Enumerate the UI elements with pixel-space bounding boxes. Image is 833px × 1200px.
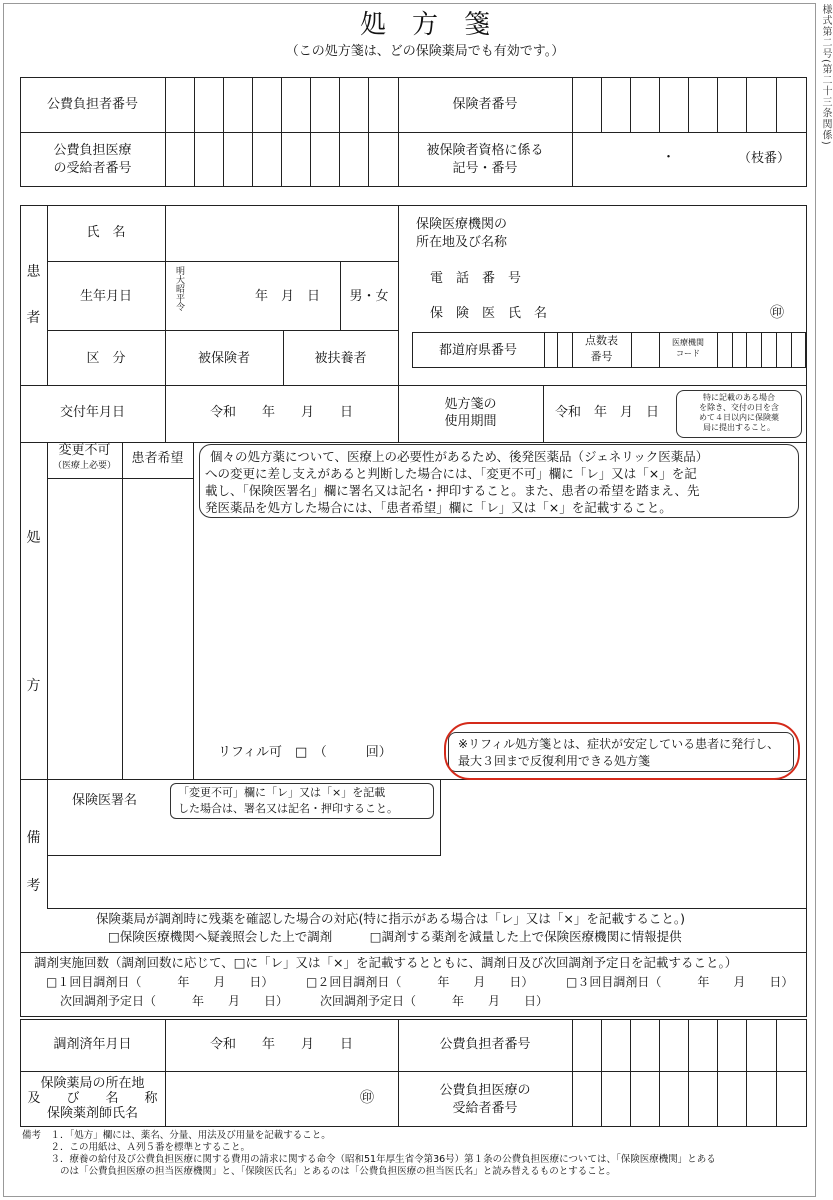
remarks-label-1: 備: [26, 830, 41, 846]
refill-highlight-circle: [444, 722, 800, 780]
dispensed-date-label: 調剤済年月日: [53, 1037, 132, 1052]
issue-date-value[interactable]: 令和 年 月 日: [209, 405, 353, 420]
patient-wish-label: 患者希望: [131, 451, 184, 466]
recipient-label-1: 公費負担医療: [53, 143, 132, 158]
residual-drug-heading: 保険薬局が調剤時に残薬を確認した場合の対応(特に指示がある場合は「レ」又は「×」を記載すること。): [96, 911, 685, 926]
prescription-label-2: 方: [26, 678, 41, 694]
generic-notice-4: 発医薬品を処方した場合には、「患者希望」欄に「レ」又は「×」を記載すること。: [205, 500, 672, 515]
insurer-number-label: 保険者番号: [452, 97, 518, 112]
no-change-sub: （医療上必要）: [52, 461, 116, 471]
doctor-name-label: 保 険 医 氏 名: [430, 306, 548, 321]
doctor-sign-label: 保険医署名: [72, 793, 138, 808]
qualification-label-2: 記号・番号: [452, 161, 518, 176]
refill-note-2: 最大３回まで反復利用できる処方箋: [458, 754, 651, 768]
footnote-4: のは「公費負担医療の担当医療機関」と、「保険医氏名」とあるのは「公費負担医療の担当医氏名」と読み替えるものとすること。: [22, 1166, 616, 1177]
prescription-label-1: 処: [26, 530, 41, 546]
generic-notice-2: への変更に差し支えがあると判断した場合には、「変更不可」欄に「レ」又は「×」を記: [205, 466, 697, 481]
birth-ymd: 年 月 日: [255, 289, 321, 304]
form-title: 処 方 箋: [359, 10, 490, 40]
era-list: 明大昭平令: [174, 266, 184, 311]
sign-note-2: した場合は、署名又は記名・押印すること。: [178, 802, 398, 815]
patient-section-label-1: 患: [26, 264, 41, 280]
institution-address-label-2: 所在地及び名称: [416, 235, 508, 250]
dispensed-date-value[interactable]: 令和 年 月 日: [209, 1037, 353, 1052]
dispense-date-1[interactable]: □１回目調剤日（ 年 月 日）: [46, 975, 274, 989]
prefecture-number-label: 都道府県番号: [438, 343, 517, 358]
validity-label-1: 処方箋の: [444, 397, 497, 412]
bottom-payer-label: 公費負担者番号: [439, 1037, 531, 1052]
generic-notice-1: 個々の処方薬について、医療上の必要性があるため、後発医薬品（ジェネリック医薬品）: [210, 449, 709, 464]
dispensing-count-heading: 調剤実施回数（調剤回数に応じて、□に「レ」又は「×」を記載するとともに、調剤日及び次回調剤予定日を記載すること。）: [34, 955, 738, 970]
birth-label: 生年月日: [79, 289, 132, 304]
points-label-1: 点数表: [585, 334, 618, 347]
validity-label-2: 使用期間: [444, 414, 497, 429]
facility-code-label-2: コード: [676, 349, 700, 358]
validity-value[interactable]: 令和 年 月 日: [555, 405, 660, 420]
sign-note-1: 「変更不可」欄に「レ」又は「×」を記載: [178, 786, 386, 799]
pharmacist-seal: ㊞: [360, 1090, 374, 1106]
name-label: 氏 名: [86, 225, 126, 240]
issue-date-label: 交付年月日: [59, 405, 125, 420]
remarks-label-2: 考: [26, 878, 41, 894]
next-dispense-date-1[interactable]: 次回調剤予定日（ 年 月 日）: [60, 994, 289, 1008]
doctor-seal: ㊞: [770, 305, 784, 321]
next-dispense-date-2[interactable]: 次回調剤予定日（ 年 月 日）: [320, 994, 549, 1008]
validity-note-2: を除き、交付の日を含: [699, 403, 779, 412]
facility-code-label-1: 医療機関: [672, 338, 704, 347]
branch-label: （枝番）: [738, 151, 791, 166]
points-label-2: 番号: [590, 350, 613, 363]
no-change-label: 変更不可: [58, 443, 111, 458]
generic-notice-3: 載し、「保険医署名」欄に署名又は記名・押印すること。また、患者の希望を踏まえ、先: [205, 483, 700, 498]
bottom-recipient-label-2: 受給者番号: [452, 1101, 518, 1116]
bottom-recipient-label-1: 公費負担医療の: [439, 1083, 531, 1098]
qualification-label-1: 被保険者資格に係る: [426, 143, 544, 158]
patient-section-label-2: 者: [26, 310, 41, 326]
institution-address-label-1: 保険医療機関の: [416, 217, 508, 232]
refill-note-1: ※リフィル処方箋とは、症状が安定している患者に発行し、: [458, 737, 780, 751]
refill-field[interactable]: リフィル可 □ （ 回）: [218, 745, 392, 760]
recipient-label-2: の受給者番号: [53, 161, 132, 176]
residual-drug-options[interactable]: □保険医療機関へ疑義照会した上で調剤 □調剤する薬剤を減量した上で保険医療機関に情報提供: [108, 929, 682, 944]
pharmacy-label-1: 保険薬局の所在地: [40, 1076, 145, 1091]
form-number-label: 様式第二号(第二十三条関係): [820, 4, 831, 146]
pharmacy-label-3: 保険薬剤師氏名: [46, 1106, 138, 1121]
validity-note-3: めて４日以内に保険薬: [699, 413, 779, 422]
pharmacy-label-2: 及 び 名 称: [27, 1091, 158, 1106]
qualification-dot: ・: [662, 150, 676, 165]
insured-option[interactable]: 被保険者: [197, 351, 250, 366]
payer-number-label: 公費負担者番号: [46, 97, 138, 112]
footnote-3: ３．療養の給付及び公費負担医療に関する費用の請求に関する命令（昭和51年厚生省令第36号）第１条の公費負担医療については、「保険医療機関」とある: [22, 1154, 716, 1165]
footnote-1: 備考 １．「処方」欄には、薬名、分量、用法及び用量を記載すること。: [22, 1130, 331, 1141]
phone-label: 電 話 番 号: [430, 271, 522, 286]
dispense-date-2[interactable]: □２回目調剤日（ 年 月 日）: [306, 975, 534, 989]
validity-note-1: 特に記載のある場合: [703, 393, 775, 402]
footnote-2: ２．この用紙は、Ａ列５番を標準とすること。: [22, 1142, 251, 1153]
sex-label: 男・女: [349, 289, 389, 304]
category-label: 区 分: [86, 351, 126, 366]
validity-note-4: 局に提出すること。: [703, 423, 775, 432]
dispense-date-3[interactable]: □３回目調剤日（ 年 月 日）: [566, 975, 794, 989]
form-subtitle: （この処方箋は、どの保険薬局でも有効です。）: [285, 44, 565, 59]
dependent-option[interactable]: 被扶養者: [314, 351, 367, 366]
